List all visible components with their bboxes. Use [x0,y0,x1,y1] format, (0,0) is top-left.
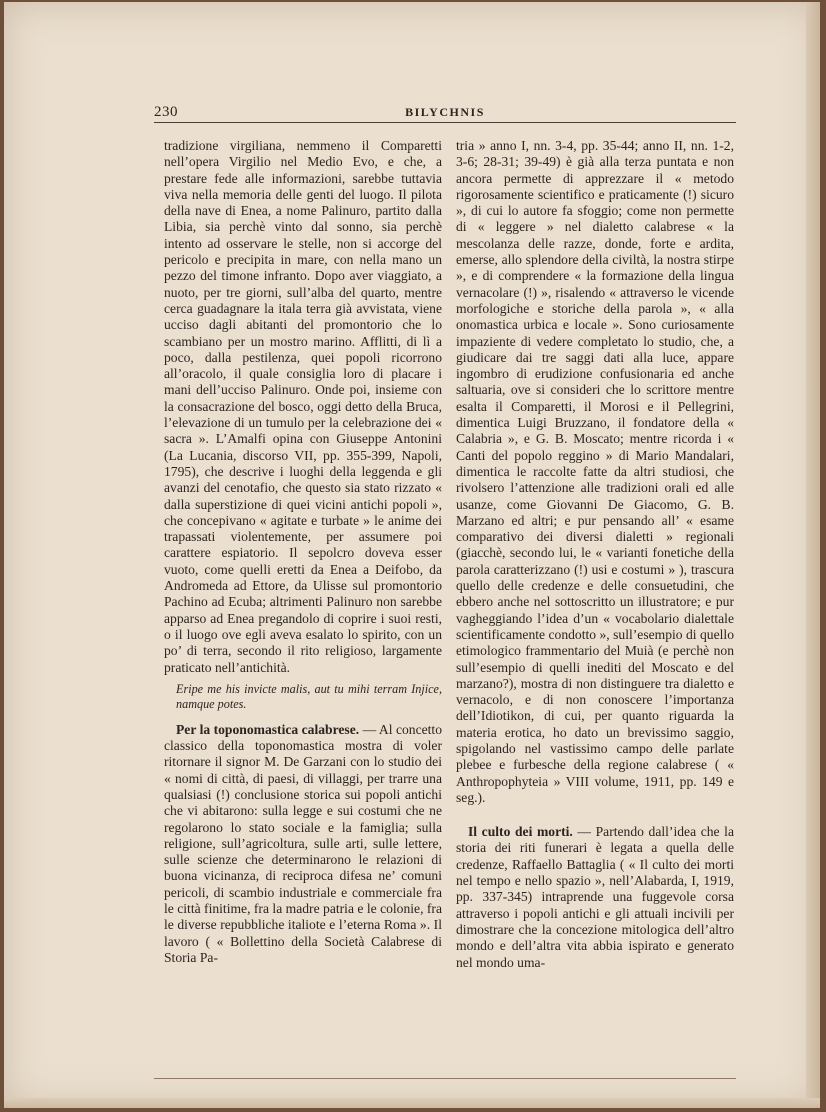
right-paragraph: tria » anno I, nn. 3-4, pp. 35-44; anno II, nn. 1-2, 3-6; 28-31; 39-49) è già alla terza puntata e non ancora permette di apprezzare il « metodo rigorosamente scientifico e praticamente (!) sicuro », di cui lo autore fa sfoggio; come non permette di « leggere » nel dialetto calabrese « la mescolanza delle razze, donde, forte e ardita, emerse, allo splendore della civiltà, la nostra stirpe », e di comprendere « la formazione della lingua vernacolare (!) », risalendo « attraverso le vicende morfologiche e storiche della parola », « alla onomastica urbica e locale ». Sono curiosamente impaziente di vedere completato lo studio, che, a giudicare dai tre saggi dati alla luce, appare ingombro di erudizione confusionaria ed anche saltuaria, ove si consideri che lo scrittore mentre esalta il Comparetti, il Morosi e il Pellegrini, dimentica Luigi Bruzzano, il fondatore della « Calabria », e G. B. Moscato; mentre ricorda i « Canti del popolo reggino » di Mario Mandalari, dimentica le raccolte fatte da altri studiosi, che rivolsero l’attenzione alle tradizioni orali ed alle usanze, come Giovanni De Giacomo, G. B. Marzano ed altri; e pur pensando all’ « esame comparativo dei diversi dialetti » regionali (giacchè, secondo lui, le « varianti fonetiche della parola caratterizzano (!) usi e costumi » ), trascura quello delle credenze e delle consuetudini, che ebbero anche nel sottoscritto un illustratore; e pur vagheggiando l’idea d’un « vocabolario dialettale scientificamente condotto », sull’esempio di quello etimologico frammentario del Muià (e perchè non sull’esempio di quelli inediti del Moscato e del marzano?), mostra di non distinguere tra dialetto e vernacolo, e di non conoscere l’importanza dell’Idiotikon, di cui, per quanto riguarda la materia erotica, ho dato un brevissimo saggio, spigolando nel vastissimo campo delle parlate plebee e furbesche della regione calabrese ( « Anthropophyteia » VIII volume, 1911, pp. 149 e seg.). [456,138,734,805]
section-text-toponomastica: — Al concetto classico della toponomastica mostra di voler ritornare il signor M. De Garzani con lo studio dei « nomi di città, di paesi, di villaggi, per trarre una qualsiasi (!) conclusione storica sui popoli antichi che vi abitarono: sulla legge e sui costumi che ne regolarono lo stato sociale e la famiglia; sulla religione, sull’agricoltura, sulle arti, sulle lettere, sulle scienze che determinarono le relazioni di buona vicinanza, di reciproca difesa ne’ comuni pericoli, di scambio industriale e commerciale fra le città finitime, fra la madre patria e le colonie, fra le diverse repubbliche italiote e l’eterna Roma ». Il lavoro ( « Bollettino della Società Calabrese di Storia Pa- [164,721,442,965]
latin-quote: Eripe me his invicte malis, aut tu mihi terram Injice, namque potes. [176,681,442,711]
page-number: 230 [154,104,178,120]
book-page [4,2,820,1108]
page-header [154,98,736,123]
section-title-culto-morti: Il culto dei morti. [468,824,573,840]
section-toponomastica [164,722,442,966]
running-head: BILYCHNIS [405,105,485,119]
right-column [456,138,734,971]
footer-rule [154,1078,736,1079]
section-text-culto-morti: — Partendo dall’idea che la storia dei riti funerari è legata a quella delle credenze, Raffaello Battaglia ( « Il culto dei morti nel tempo e nello spazio », nell’Alabarda, I, 1919, pp. 337-345) intraprende una fuggevole corsa attraverso i popoli antichi e gli attuali incivili per dimostrare che la concezione mitologica dell’altro mondo e dell’altra vita abbia ispirato e generato nel mondo uma- [456,824,734,970]
page-edge [806,2,820,1108]
page-bottom-edge [4,1098,820,1108]
left-column [164,138,442,966]
section-culto-morti [456,824,734,971]
section-title-toponomastica: Per la toponomastica calabrese. [176,721,360,737]
left-paragraph: tradizione virgiliana, nemmeno il Comparetti nell’opera Virgilio nel Medio Evo, e che, a prestare fede alle informazioni, sarebbe tuttavia viva nella memoria delle genti del luogo. Il pilota della nave di Enea, a nome Palinuro, partito dalla Libia, sia perchè vinto dal sonno, sia perchè intento ad osservare le stelle, non si accorge del pericolo e precipita in mare, con nella mano un pezzo del timone infranto. Dopo aver viaggiato, a nuoto, per tre giorni, sull’alba del quarto, mentre cerca guadagnare la itala terra già avvistata, viene ucciso dagli abitanti del promontorio che lo scambiano per un mostro marino. Afflitti, di lì a poco, dalla pestilenza, quei popoli ricorrono all’oracolo, il quale consiglia loro di placare i mani dell’ucciso Palinuro. Onde poi, insieme con la consacrazione del bosco, oggi detto della Bruca, l’elevazione di un tumulo per la celebrazione dei « sacra ». L’Amalfi opina con Giuseppe Antonini (La Lucania, discorso VII, pp. 355-399, Napoli, 1795), che descrive i luoghi della leggenda e gli avanzi del cenotafio, che questo sia stato rizzato « dalla superstizione di quei vicini antichi popoli », che concepivano « agitate e turbate » le anime dei trapassati violentemente, per assumere poi carattere espiatorio. Il sepolcro doveva esser vuoto, come quelli eretti da Enea a Deifobo, da Andromeda ad Ettore, da Ulisse sul promontorio Pachino ad Ecuba; altrimenti Palinuro non sarebbe apparso ad Enea pregandolo di coprire i suoi resti, o il luogo ove egli aveva esalato lo spirito, con un po’ di terra, secondo il rito religioso, largamente praticato nell’antichità. [164,138,442,675]
